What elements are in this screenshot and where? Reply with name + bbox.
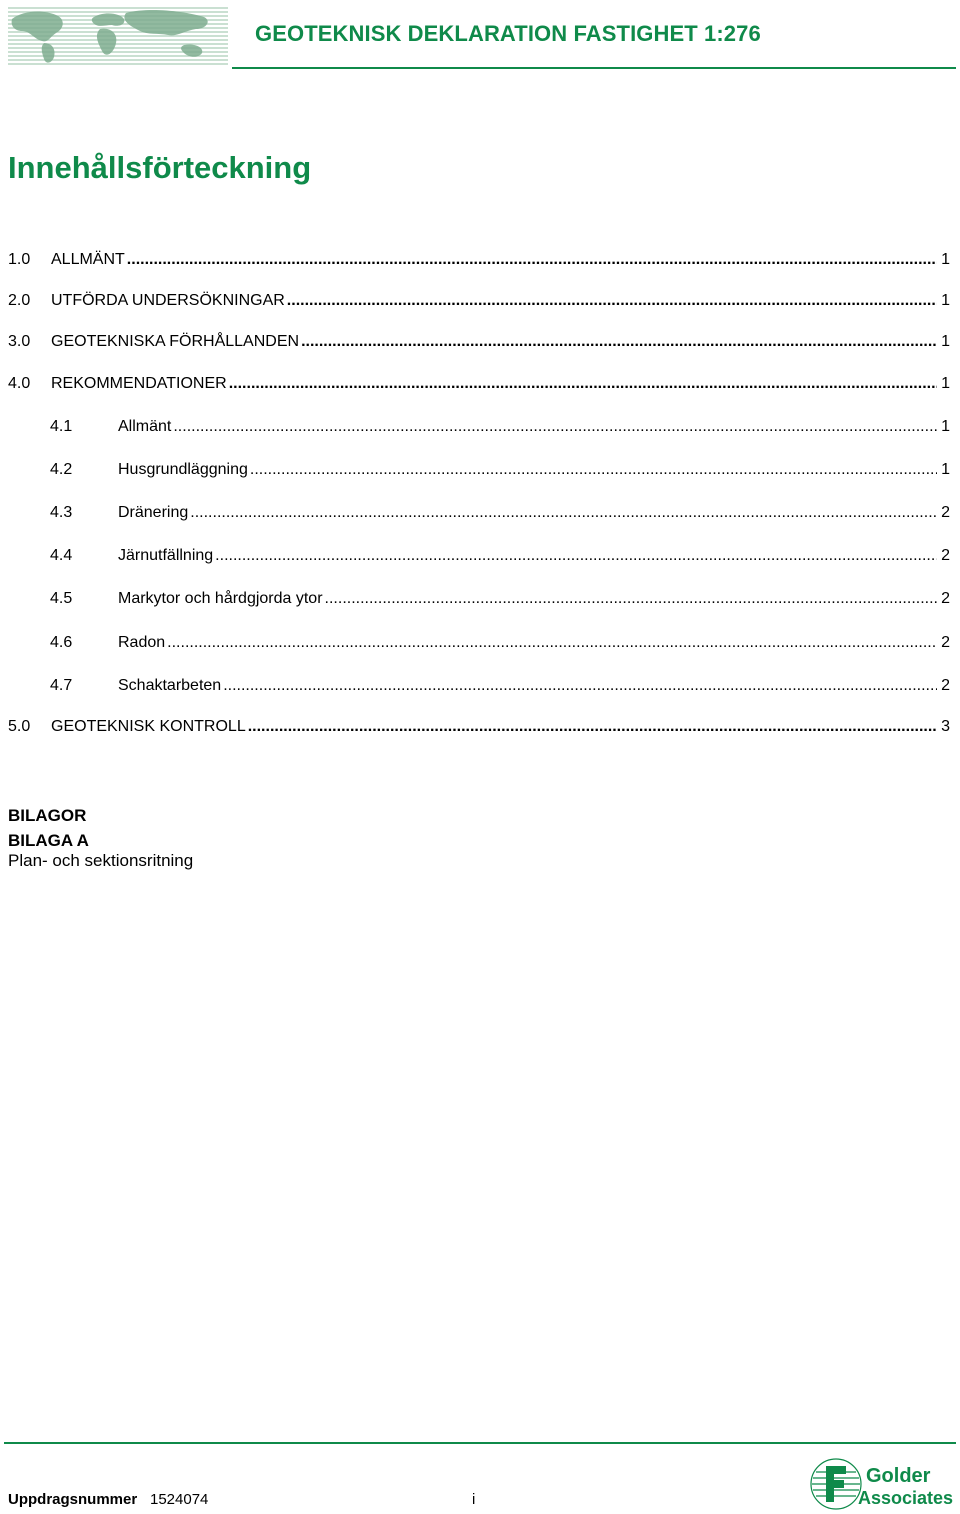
toc-leader-dots [325,588,938,610]
footer-divider [4,1442,956,1444]
toc-entry-text: Dränering [118,504,189,521]
page-number: i [472,1491,476,1508]
toc-entry-text: REKOMMENDATIONER [51,375,227,392]
toc-entry-number: 4.3 [50,504,73,521]
toc-entry[interactable] [8,716,950,738]
toc-entry-text: ALLMÄNT [51,251,125,268]
toc-entry-number: 4.7 [50,677,73,694]
toc-leader-dots [301,331,937,353]
assignment-number-value: 1524074 [150,1491,209,1508]
toc-leader-dots [215,545,937,567]
toc-entry-text: Allmänt [118,418,172,435]
toc-entry[interactable] [8,459,950,481]
appendix-section [8,803,193,871]
toc-entry-text: GEOTEKNISK KONTROLL [51,718,246,735]
toc-entry[interactable] [8,632,950,654]
toc-entry-page: 2 [941,590,950,607]
toc-entry[interactable] [8,502,950,524]
assignment-number-label: Uppdragsnummer [8,1491,138,1508]
toc-entry-text: UTFÖRDA UNDERSÖKNINGAR [51,292,285,309]
toc-entry-number: 4.5 [50,590,73,607]
document-title: GEOTEKNISK DEKLARATION FASTIGHET 1:276 [255,21,761,46]
appendix-heading: BILAGOR [8,806,87,825]
toc-entry-number: 4.1 [50,418,73,435]
toc-leader-dots [173,416,937,438]
toc-entry[interactable] [8,416,950,438]
toc-entry-page: 1 [941,251,950,268]
appendix-label: BILAGA A [8,831,89,850]
toc-leader-dots [127,249,937,271]
toc-entry-text: Radon [118,634,166,651]
toc-entry-text: Järnutfällning [118,547,214,564]
header-divider [232,67,956,69]
world-map-logo-icon [8,5,228,67]
toc-entry-number: 4.6 [50,634,73,651]
toc-entry[interactable] [8,290,950,312]
toc-entry-page: 1 [941,375,950,392]
toc-leader-dots [190,502,937,524]
toc-entry-page: 2 [941,504,950,521]
toc-entry[interactable] [8,373,950,395]
toc-entry-page: 1 [941,292,950,309]
appendix-description: Plan- och sektionsritning [8,851,194,870]
toc-entry[interactable] [8,675,950,697]
toc-entry[interactable] [8,331,950,353]
toc-entry-number: 1.0 [8,251,31,268]
toc-entry-page: 1 [941,333,950,350]
toc-entry-text: Schaktarbeten [118,677,222,694]
toc-entry-text: Markytor och hårdgjorda ytor [118,590,323,607]
golder-associates-logo-icon [806,1454,954,1512]
toc-entry[interactable] [8,588,950,610]
toc-entry-number: 4.0 [8,375,31,392]
logo-text-golder: Golder [866,1465,931,1487]
toc-leader-dots [167,632,937,654]
toc-entry-page: 1 [941,418,950,435]
toc-entry-page: 2 [941,677,950,694]
toc-entry[interactable] [8,545,950,567]
toc-entry-page: 1 [941,461,950,478]
toc-leader-dots [248,716,937,738]
logo-text-associates: Associates [858,1488,954,1508]
toc-leader-dots [250,459,937,481]
toc-heading: Innehållsförteckning [8,150,312,185]
toc-entry-text: Husgrundläggning [118,461,248,478]
toc-entry-number: 2.0 [8,292,31,309]
toc-leader-dots [229,373,937,395]
toc-entry-number: 5.0 [8,718,31,735]
toc-entry[interactable] [8,249,950,271]
toc-entry-number: 4.4 [50,547,73,564]
toc-entry-page: 2 [941,634,950,651]
toc-entry-page: 2 [941,547,950,564]
toc-entry-number: 3.0 [8,333,31,350]
toc-entry-page: 3 [941,718,950,735]
toc-entry-text: GEOTEKNISKA FÖRHÅLLANDEN [51,333,300,350]
toc-leader-dots [223,675,937,697]
toc-leader-dots [287,290,937,312]
page-header [0,0,960,70]
toc-entry-number: 4.2 [50,461,73,478]
